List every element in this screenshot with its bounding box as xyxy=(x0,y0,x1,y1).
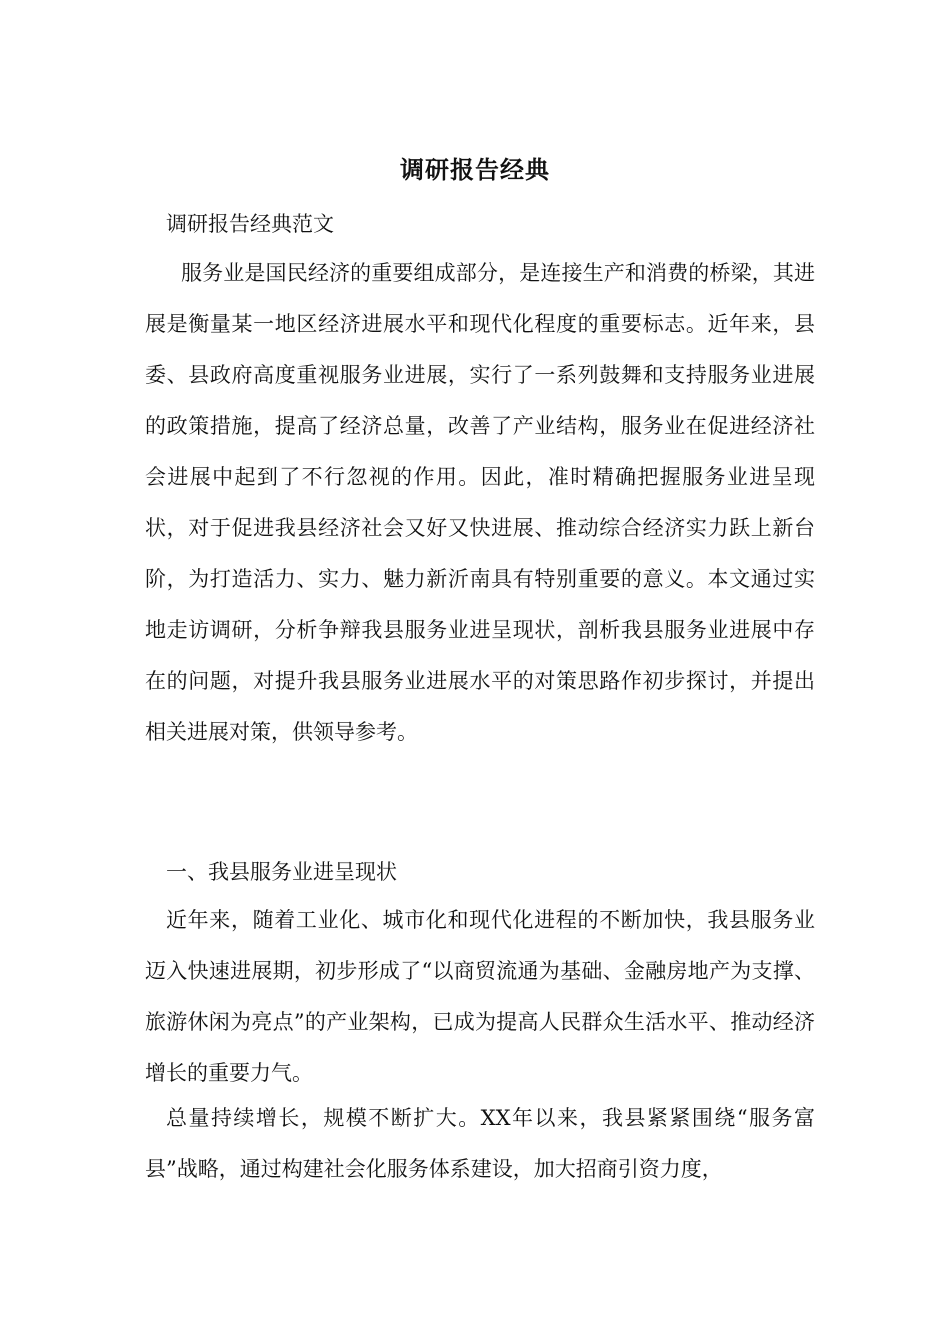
intro-paragraph: 服务业是国民经济的重要组成部分，是连接生产和消费的桥梁，其进展是衡量某一地区经济进展水平和现代化程度的重要标志。近年来，县委、县政府高度重视服务业进展，实行了一系列鼓舞和支持服务业进展的政策措施，提高了经济总量，改善了产业结构，服务业在促进经济社会进展中起到了不行忽视的作用。因此，准时精确把握服务业进呈现状，对于促进我县经济社会又好又快进展、推动综合经济实力跃上新台阶，为打造活力、实力、魅力新沂南具有特别重要的意义。本文通过实地走访调研，分析争辩我县服务业进呈现状，剖析我县服务业进展中存在的问题，对提升我县服务业进展水平的对策思路作初步探讨，并提出相关进展对策，供领导参考。 xyxy=(145,261,815,744)
section-paragraph: 近年来，随着工业化、城市化和现代化进程的不断加快，我县服务业迈入快速进展期，初步形成了“以商贸流通为基础、金融房地产为支撑、旅游休闲为亮点”的产业架构，已成为提高人民群众生活水平、推动经济增长的重要力气。 xyxy=(145,908,815,1085)
document-title: 调研报告经典 xyxy=(400,155,550,184)
section-paragraph: 总量持续增长，规模不断扩大。XX年以来，我县紧紧围绕“服务富县”战略，通过构建社会化服务体系建设，加大招商引资力度， xyxy=(145,1106,815,1181)
document-subtitle: 调研报告经典范文 xyxy=(166,212,334,236)
section-heading: 一、我县服务业进呈现状 xyxy=(166,860,397,884)
